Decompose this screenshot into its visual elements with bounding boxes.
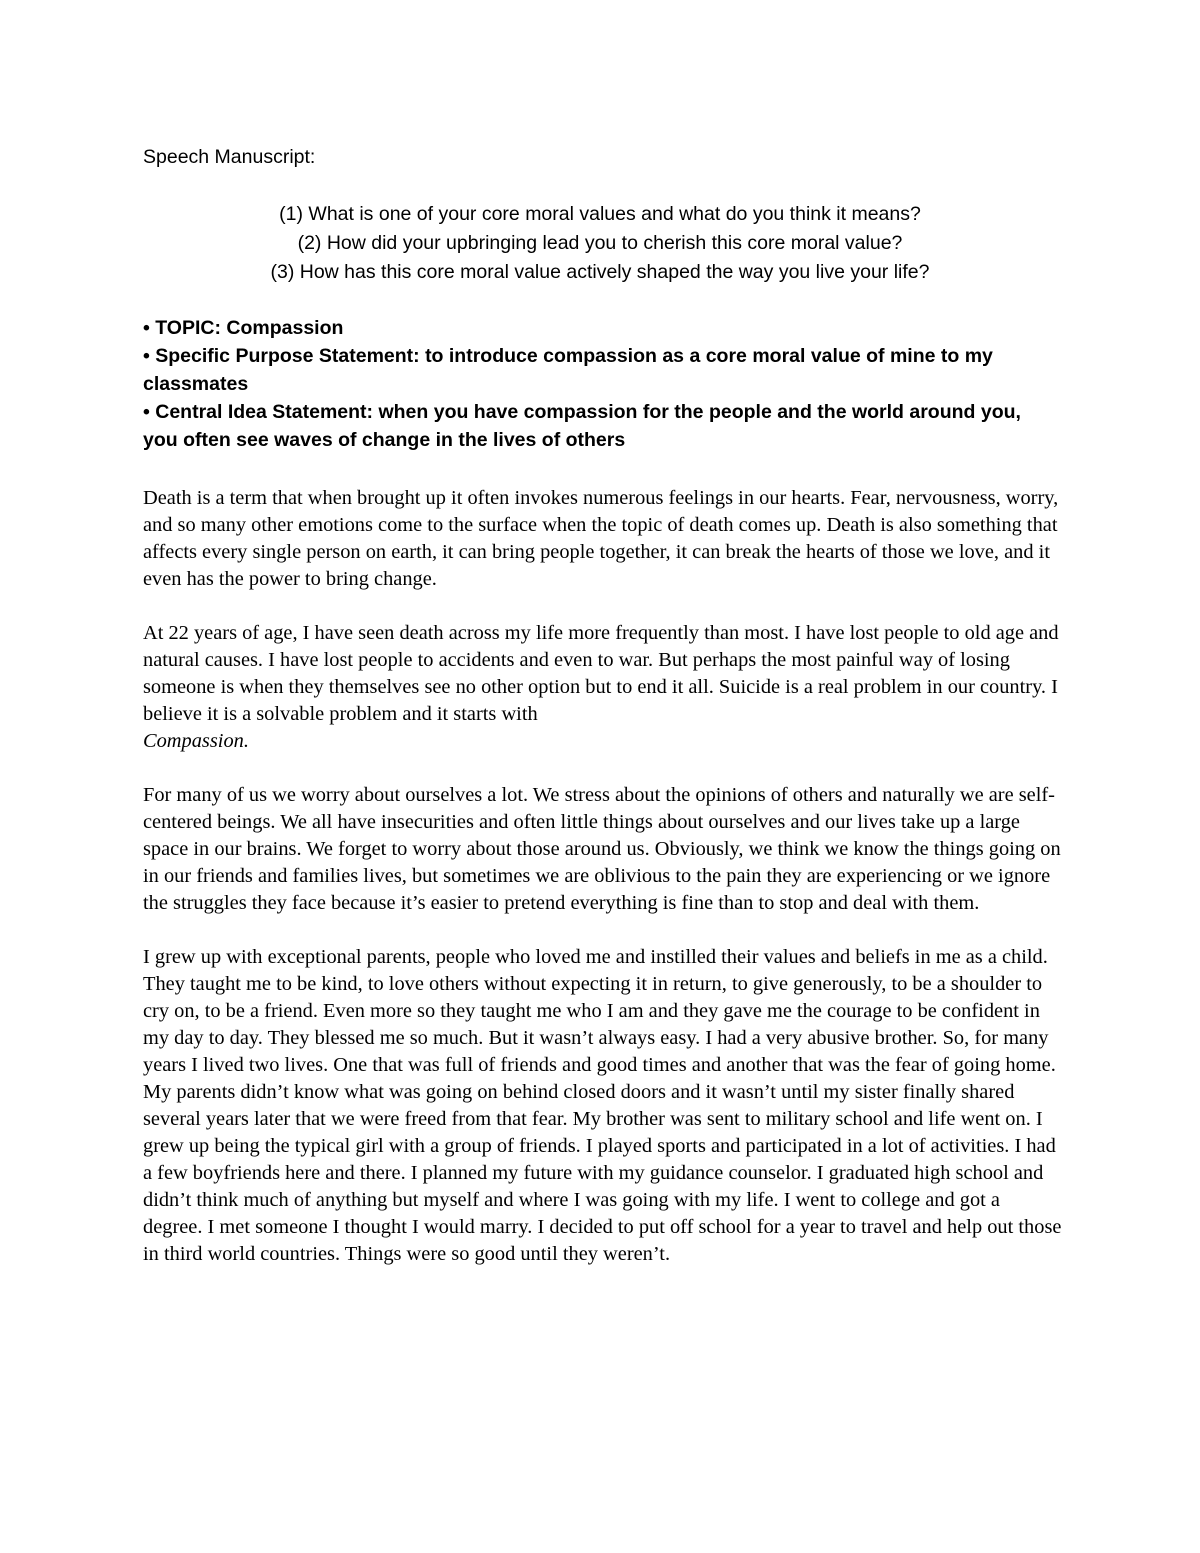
- paragraph-2-emphasis: Compassion.: [143, 730, 249, 752]
- question-2: (2) How did your upbringing lead you to cherish this core moral value?: [297, 232, 903, 254]
- paragraph-3: For many of us we worry about ourselves a lot. We stress about the opinions of others and naturally we are self-centered beings. We all have insecurities and often little things about ourselves and our lives take up a large space in our brains. We forget to worry about those around us. Obviously, we think we know the things going on in our friends and families lives, but sometimes we are oblivious to the pain they are experiencing or we ignore the struggles they face because it’s easier to pretend everything is fine than to stop and deal with them.: [143, 784, 1061, 914]
- paragraph-2-text: At 22 years of age, I have seen death across my life more frequently than most. I have lost people to old age and natural causes. I have lost people to accidents and even to war. But perhaps the most painful way of losing someone is when they themselves see no other option but to end it all. Suicide is a real problem in our country. I believe it is a solvable problem and it starts with: [143, 622, 1059, 725]
- question-1: (1) What is one of your core moral values and what do you think it means?: [279, 203, 921, 225]
- prompt-questions: [143, 200, 1057, 287]
- question-3: (3) How has this core moral value actively shaped the way you live your life?: [270, 261, 930, 283]
- outline-central-idea: • Central Idea Statement: when you have compassion for the people and the world around you, you often see waves of change in the lives of others: [143, 401, 1021, 451]
- paragraph-1: Death is a term that when brought up it often invokes numerous feelings in our hearts. Fear, nervousness, worry, and so many other emotions come to the surface when the topic of death comes up. Death is also something that affects every single person on earth, it can bring people together, it can break the hearts of those we love, and it even has the power to bring change.: [143, 487, 1059, 590]
- speech-body: [143, 485, 1063, 1295]
- speech-outline: [143, 314, 1058, 454]
- document-heading: Speech Manuscript:: [143, 146, 316, 168]
- outline-topic: • TOPIC: Compassion: [143, 317, 344, 339]
- outline-specific-purpose: • Specific Purpose Statement: to introduce compassion as a core moral value of mine to my classmates: [143, 345, 993, 395]
- paragraph-2: [143, 620, 1063, 755]
- paragraph-4: I grew up with exceptional parents, people who loved me and instilled their values and beliefs in me as a child. They taught me to be kind, to love others without expecting it in return, to give generously, to be a shoulder to cry on, to be a friend. Even more so they taught me who I am and they gave me the courage to be confident in my day to day. They blessed me so much. But it wasn’t always easy. I had a very abusive brother. So, for many years I lived two lives. One that was full of friends and good times and another that was the fear of going home. My parents didn’t know what was going on behind closed doors and it wasn’t until my sister finally shared several years later that we were freed from that fear. My brother was sent to military school and life went on. I grew up being the typical girl with a group of friends. I played sports and participated in a lot of activities. I had a few boyfriends here and there. I planned my future with my guidance counselor. I graduated high school and didn’t think much of anything but myself and where I was going with my life. I went to college and got a degree. I met someone I thought I would marry. I decided to put off school for a year to travel and help out those in third world countries. Things were so good until they weren’t.: [143, 946, 1062, 1265]
